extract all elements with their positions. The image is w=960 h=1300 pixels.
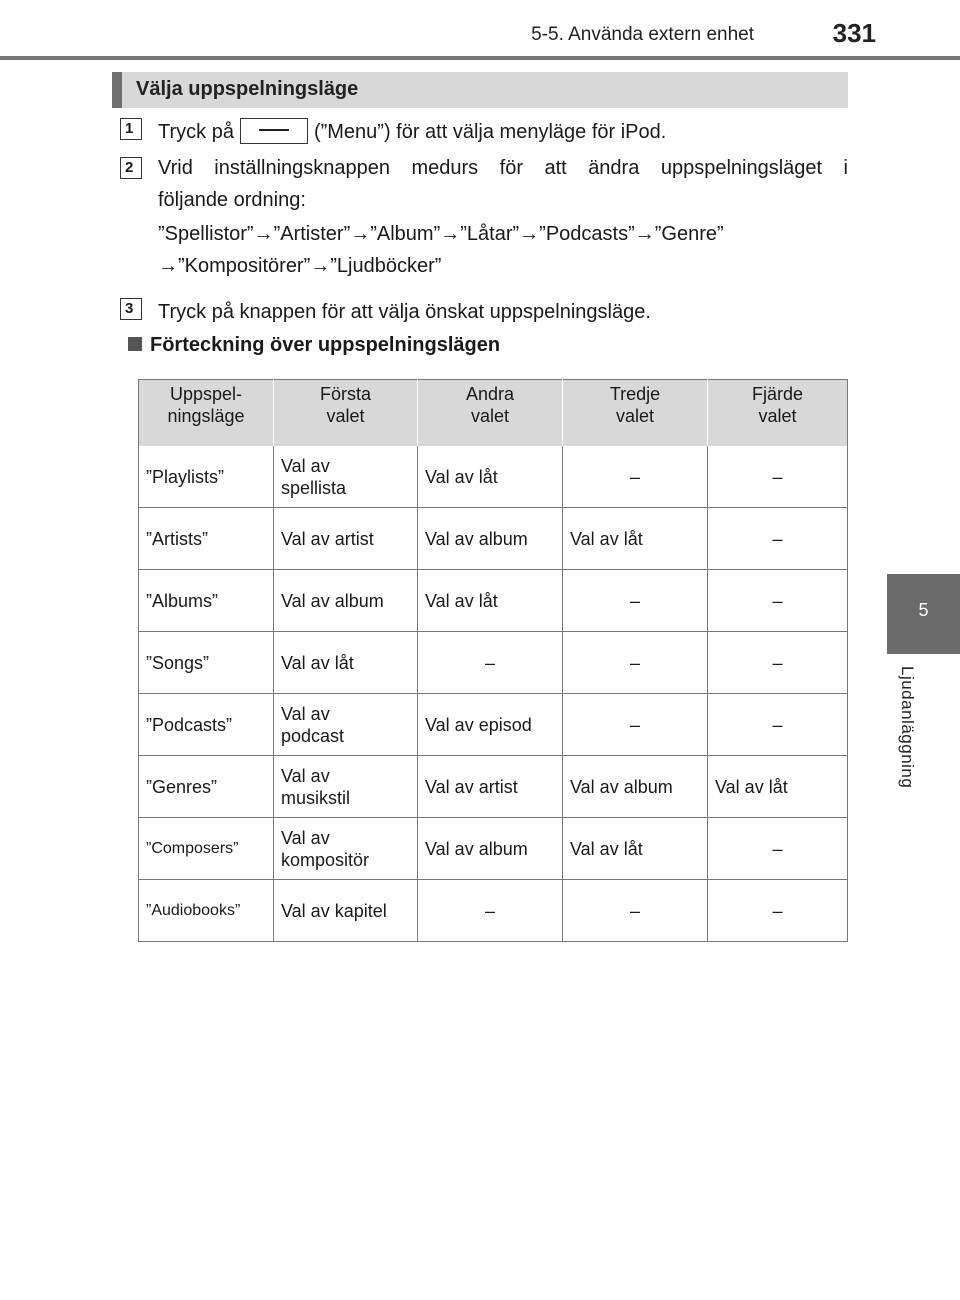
table-cell: Val av album [418, 508, 563, 570]
table-cell: ”Podcasts” [139, 694, 274, 756]
table-cell: ”Playlists” [139, 446, 274, 508]
table-row [139, 694, 848, 756]
table-subheading [128, 334, 500, 357]
table-row [139, 880, 848, 942]
table-cell: ”Songs” [139, 632, 274, 694]
table-cell: – [708, 570, 848, 632]
table-cell: – [708, 694, 848, 756]
table-row [139, 508, 848, 570]
table-cell: – [418, 632, 563, 694]
table-cell: Val av musikstil [274, 756, 418, 818]
step-2-order-line1: ”Spellistor”→”Artister”→”Album”→”Låtar”→”Podcasts”→”Genre” [158, 223, 724, 245]
table-cell: ”Genres” [139, 756, 274, 818]
section-title: Välja uppspelningsläge [136, 78, 359, 100]
table-cell: – [563, 880, 708, 942]
table-cell: Val av album [418, 818, 563, 880]
table-cell: – [563, 632, 708, 694]
table-cell: Val av låt [563, 818, 708, 880]
table-cell: Val av låt [274, 632, 418, 694]
page-number: 331 [832, 18, 876, 48]
chapter-tab-number: 5 [918, 600, 929, 620]
header-cell: Uppspel- ningsläge [139, 380, 274, 447]
table-cell: ”Albums” [139, 570, 274, 632]
table-cell: Val av kapitel [274, 880, 418, 942]
table-cell: Val av låt [418, 570, 563, 632]
step-2-order-line2: →”Kompositörer”→”Ljudböcker” [158, 255, 442, 277]
table-cell: Val av artist [418, 756, 563, 818]
header-cell: Andra valet [418, 380, 563, 447]
header-section-title: 5-5. Använda extern enhet [531, 24, 754, 45]
table-header-row [139, 380, 848, 447]
table-row [139, 446, 848, 508]
table-cell: – [708, 880, 848, 942]
step-number-badge: 2 [120, 157, 142, 179]
table-cell: Val av episod [418, 694, 563, 756]
table-row [139, 632, 848, 694]
table-cell: Val av kompositör [274, 818, 418, 880]
table-cell: – [708, 818, 848, 880]
table-cell: ”Audiobooks” [139, 880, 274, 942]
table-row [139, 570, 848, 632]
header-cell: Första valet [274, 380, 418, 447]
table-cell: – [563, 694, 708, 756]
menu-button-icon [240, 118, 308, 144]
table-row [139, 756, 848, 818]
table-cell: Val av artist [274, 508, 418, 570]
table-cell: – [708, 508, 848, 570]
table-cell: Val av spellista [274, 446, 418, 508]
header-cell: Fjärde valet [708, 380, 848, 447]
table-cell: – [563, 570, 708, 632]
step-number-badge: 1 [120, 118, 142, 140]
step-3-text: Tryck på knappen för att välja önskat uppspelningsläge. [158, 301, 651, 323]
table-cell: – [418, 880, 563, 942]
step-2-line1: Vrid inställningsknappen medurs för att ändra uppspelningsläget i [158, 157, 848, 179]
square-bullet-icon [128, 337, 142, 351]
section-heading-bar [112, 72, 848, 108]
table-cell: Val av låt [563, 508, 708, 570]
table-cell: Val av album [563, 756, 708, 818]
table-cell: Val av podcast [274, 694, 418, 756]
table-row [139, 818, 848, 880]
header-cell: Tredje valet [563, 380, 708, 447]
step-2-line2: följande ordning: [158, 189, 306, 211]
table-cell: – [708, 632, 848, 694]
table-subheading-text: Förteckning över uppspelningslägen [150, 334, 501, 356]
table-cell: Val av låt [418, 446, 563, 508]
step-number-badge: 3 [120, 298, 142, 320]
step-1-text [158, 116, 666, 148]
playback-modes-table [138, 379, 848, 942]
table-cell: – [563, 446, 708, 508]
step-1-text-after: (”Menu”) för att välja menyläge för iPod. [313, 121, 667, 143]
table-cell: ”Composers” [139, 818, 274, 880]
step-1-text-before: Tryck på [158, 121, 234, 143]
header-divider [0, 56, 960, 60]
chapter-tab-label: Ljudanläggning [898, 666, 917, 789]
table-cell: – [708, 446, 848, 508]
table-cell: Val av låt [708, 756, 848, 818]
chapter-tab [887, 574, 960, 654]
table-cell: Val av album [274, 570, 418, 632]
table-cell: ”Artists” [139, 508, 274, 570]
